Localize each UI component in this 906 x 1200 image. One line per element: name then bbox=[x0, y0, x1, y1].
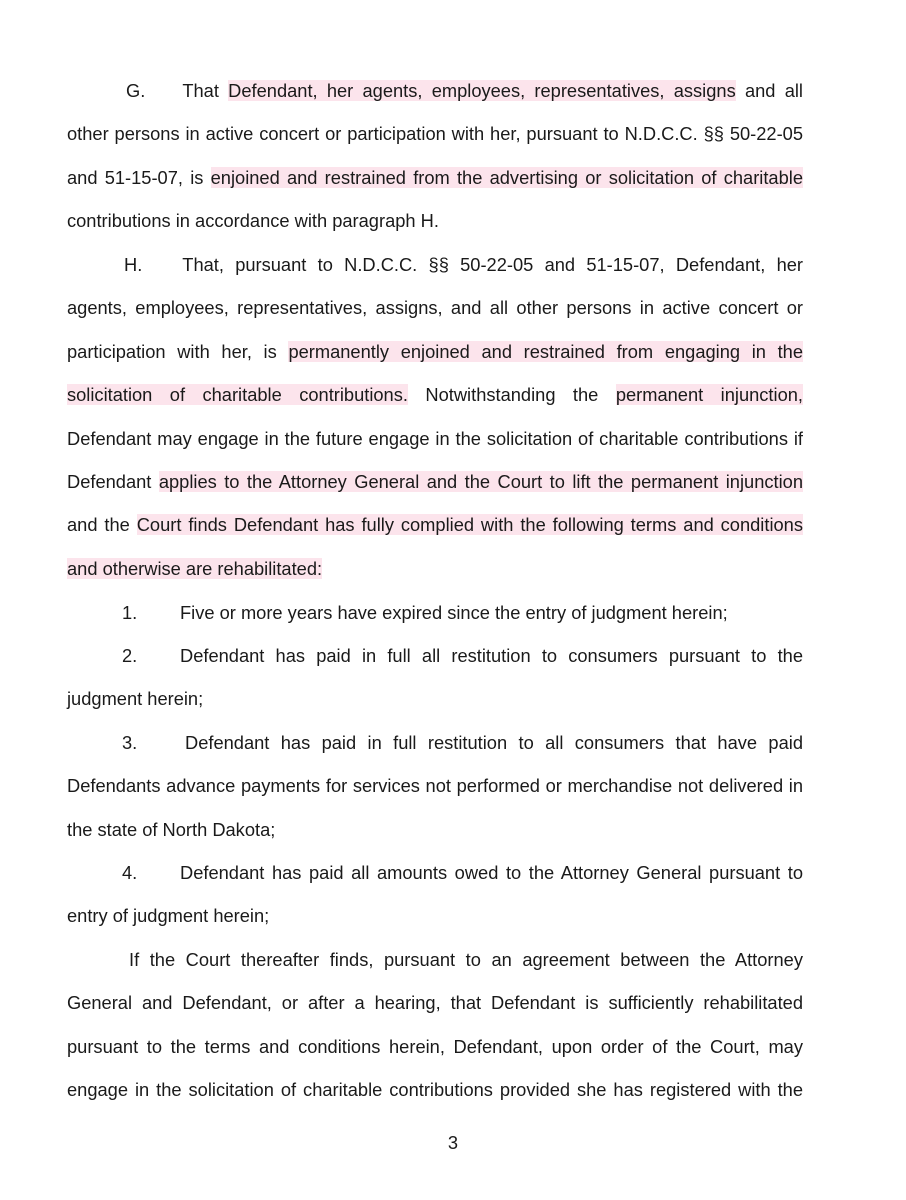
list-item-4-line-2: entry of judgment herein; bbox=[67, 905, 270, 926]
para-h-line-5: Defendant may engage in the future engage in the solicitation of charitable contributions if bbox=[67, 428, 803, 449]
para-g-line-1: G. That Defendant, her agents, employees, representatives, assigns and all bbox=[126, 80, 803, 101]
closing-para-line-3: pursuant to the terms and conditions herein, Defendant, upon order of the Court, may bbox=[67, 1036, 803, 1057]
list-item-2-line-2: judgment herein; bbox=[67, 688, 204, 709]
list-item-3-line-3: the state of North Dakota; bbox=[67, 819, 276, 840]
para-g-line-3: and 51-15-07, is enjoined and restrained from the advertising or solicitation of charitable bbox=[67, 167, 803, 188]
highlight: applies to the Attorney General and the Court to lift the permanent injunction bbox=[158, 471, 803, 492]
highlight: enjoined and restrained from the advertising or solicitation of charitable bbox=[210, 167, 803, 188]
para-h-line-6: Defendant applies to the Attorney General and the Court to lift the permanent injunction bbox=[67, 471, 803, 492]
para-h-line-3: participation with her, is permanently enjoined and restrained from engaging in the bbox=[67, 341, 804, 362]
para-h-line-7: and the Court finds Defendant has fully complied with the following terms and conditions bbox=[67, 514, 803, 535]
para-h-line-1: H. That, pursuant to N.D.C.C. §§ 50-22-05 and 51-15-07, Defendant, her bbox=[124, 254, 803, 275]
page-number: 3 bbox=[447, 1132, 459, 1153]
para-h-line-4: solicitation of charitable contributions. Notwithstanding the permanent injunction, bbox=[67, 384, 803, 405]
para-h-line-2: agents, employees, representatives, assigns, and all other persons in active concert or bbox=[67, 297, 803, 318]
list-item-3-line-2: Defendants advance payments for services not performed or merchandise not delivered in bbox=[67, 775, 803, 796]
highlight: permanently enjoined and restrained from engaging in the bbox=[288, 341, 804, 362]
highlight: Court finds Defendant has fully complied with the following terms and conditions bbox=[136, 514, 803, 535]
list-item-2-line-1: 2. Defendant has paid in full all restitution to consumers pursuant to the bbox=[122, 645, 803, 666]
closing-para-line-1: If the Court thereafter finds, pursuant to an agreement between the Attorney bbox=[129, 949, 803, 970]
closing-para-line-2: General and Defendant, or after a hearing, that Defendant is sufficiently rehabilitated bbox=[67, 992, 803, 1013]
highlight: Defendant, her agents, employees, representatives, assigns bbox=[228, 80, 736, 101]
highlight: and otherwise are rehabilitated: bbox=[67, 558, 323, 579]
closing-para-line-4: engage in the solicitation of charitable contributions provided she has registered with the bbox=[67, 1079, 803, 1100]
list-item-4-line-1: 4. Defendant has paid all amounts owed to the Attorney General pursuant to bbox=[122, 862, 803, 883]
highlight: solicitation of charitable contributions. bbox=[67, 384, 408, 405]
para-g-line-2: other persons in active concert or participation with her, pursuant to N.D.C.C. §§ 50-22-05 bbox=[67, 123, 803, 144]
list-item-3-line-1: 3. Defendant has paid in full restitution to all consumers that have paid bbox=[122, 732, 803, 753]
para-g-line-4: contributions in accordance with paragraph H. bbox=[67, 210, 439, 231]
para-h-line-8 bbox=[67, 556, 803, 582]
list-item-1: 1. Five or more years have expired since the entry of judgment herein; bbox=[122, 602, 728, 623]
highlight: permanent injunction, bbox=[615, 384, 803, 405]
